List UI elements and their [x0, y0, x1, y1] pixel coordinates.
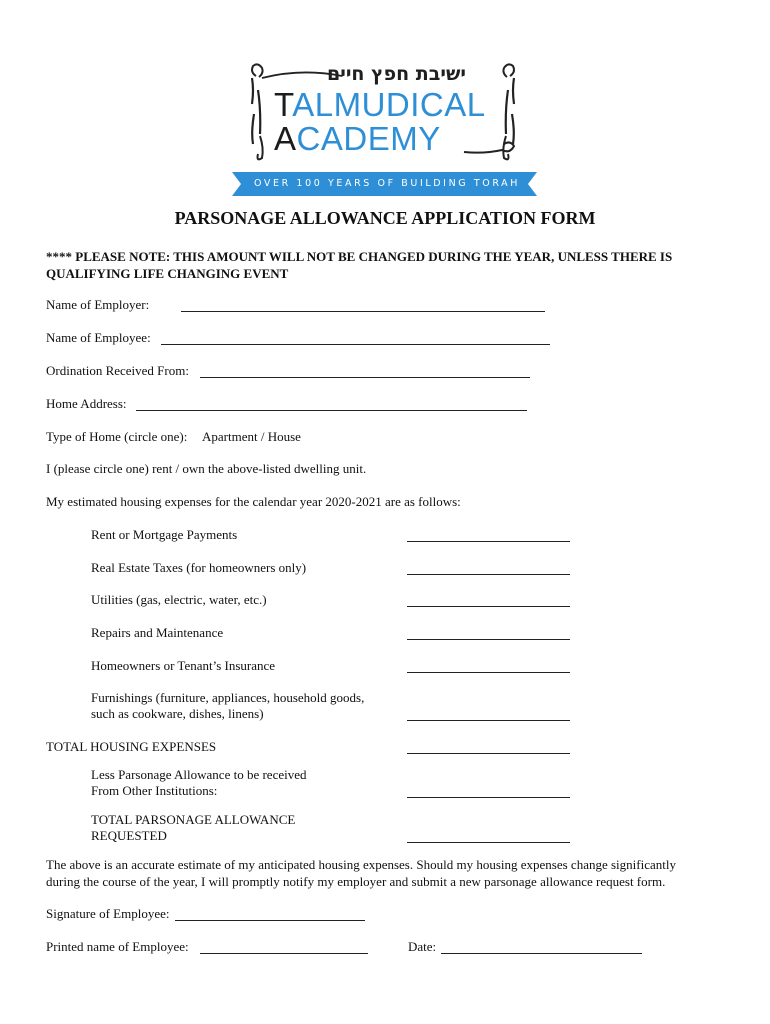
address-field[interactable] — [136, 410, 527, 411]
less-allowance-label: Less Parsonage Allowance to be received — [91, 767, 307, 782]
employer-label: Name of Employer: — [46, 297, 150, 312]
logo-line-talmudical: TALMUDICAL — [274, 86, 486, 123]
expense-utilities-field[interactable] — [407, 606, 570, 607]
expense-taxes-label: Real Estate Taxes (for homeowners only) — [91, 560, 307, 575]
signature-field[interactable] — [175, 920, 365, 921]
expense-furnishings-label: Furnishings (furniture, appliances, household goods, — [91, 690, 365, 705]
rent-own-statement[interactable]: I (please circle one) rent / own the above-listed dwelling unit. — [46, 461, 367, 476]
ordination-field[interactable] — [200, 377, 530, 378]
certification-text-2: during the course of the year, I will promptly notify my employer and submit a new parsonage allowance request form. — [46, 874, 666, 889]
form-title: PARSONAGE ALLOWANCE APPLICATION FORM — [174, 208, 596, 228]
total-expenses-label: TOTAL HOUSING EXPENSES — [46, 739, 217, 754]
notice: **** PLEASE NOTE: THIS AMOUNT WILL NOT BE CHANGED DURING THE YEAR, UNLESS THERE IS QUALIFYING LIFE CHANGING EVENT — [46, 249, 673, 281]
total-requested-label: TOTAL PARSONAGE ALLOWANCE — [91, 812, 296, 827]
total-requested-field[interactable] — [407, 842, 570, 843]
expense-furnishings-label-2: such as cookware, dishes, linens) — [91, 706, 264, 721]
home-type-options[interactable]: Apartment / House — [202, 429, 301, 444]
expense-repairs-field[interactable] — [407, 639, 570, 640]
printed-name-label: Printed name of Employee: — [46, 939, 189, 954]
employer-field[interactable] — [181, 311, 545, 312]
expenses-intro: My estimated housing expenses for the calendar year 2020-2021 are as follows: — [46, 494, 461, 509]
address-label: Home Address: — [46, 396, 127, 411]
talmudical-academy-logo — [232, 62, 537, 198]
date-label: Date: — [408, 939, 437, 954]
less-allowance-field[interactable] — [407, 797, 570, 798]
employee-field[interactable] — [161, 344, 550, 345]
employee-label: Name of Employee: — [46, 330, 151, 345]
certification-text: The above is an accurate estimate of my anticipated housing expenses. Should my housing expenses change significantly — [46, 857, 676, 872]
expense-taxes-field[interactable] — [407, 574, 570, 575]
total-expenses-field[interactable] — [407, 753, 570, 754]
expense-rent-field[interactable] — [407, 541, 570, 542]
logo-line-academy: ACADEMY — [274, 120, 441, 157]
expense-insurance-label: Homeowners or Tenant’s Insurance — [91, 658, 276, 673]
less-allowance-label-2: From Other Institutions: — [91, 783, 218, 798]
expense-rent-label: Rent or Mortgage Payments — [91, 527, 238, 542]
total-requested-label-2: REQUESTED — [91, 828, 167, 843]
date-field[interactable] — [441, 953, 642, 954]
printed-name-field[interactable] — [200, 953, 368, 954]
home-type-label: Type of Home (circle one): — [46, 429, 188, 444]
expense-furnishings-field[interactable] — [407, 720, 570, 721]
expense-utilities-label: Utilities (gas, electric, water, etc.) — [91, 592, 267, 607]
expense-insurance-field[interactable] — [407, 672, 570, 673]
ordination-label: Ordination Received From: — [46, 363, 189, 378]
signature-label: Signature of Employee: — [46, 906, 170, 921]
hebrew-name: ישיבת חפץ חיים — [327, 63, 466, 85]
expense-repairs-label: Repairs and Maintenance — [91, 625, 224, 640]
tagline: OVER 100 YEARS OF BUILDING TORAH — [254, 178, 521, 189]
